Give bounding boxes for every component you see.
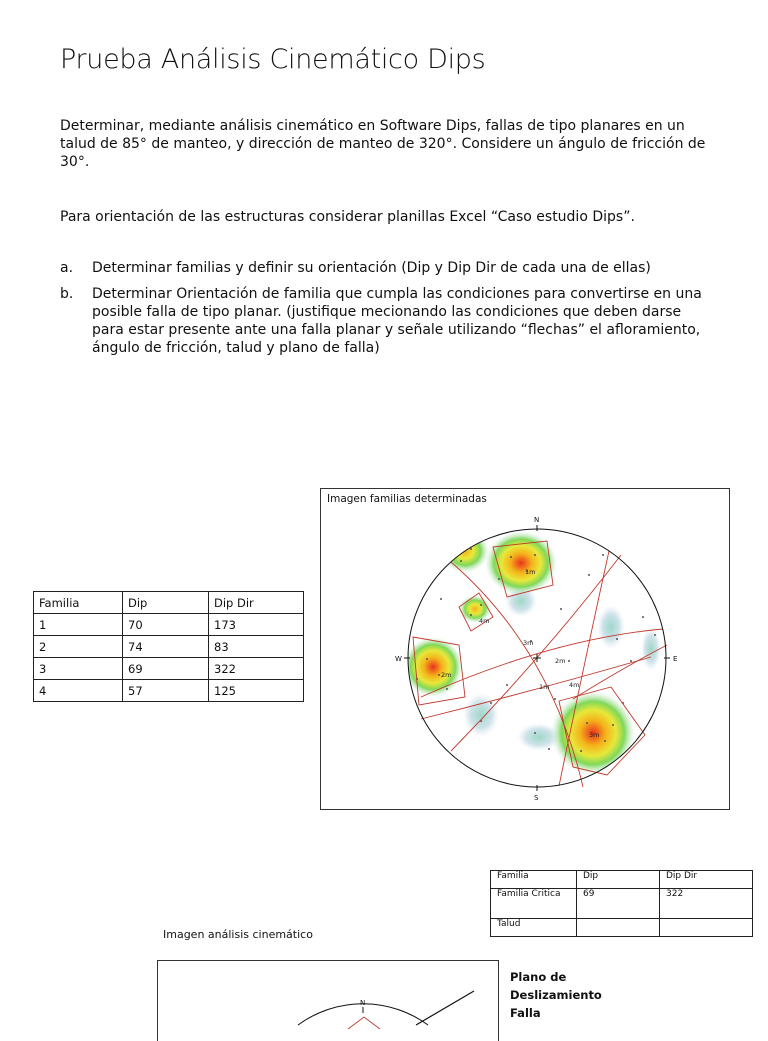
set-label: 4m [479, 617, 490, 625]
list-text: Determinar familias y definir su orientación (Dip y Dip Dir de cada una de ellas) [92, 260, 651, 276]
table-header-row [491, 871, 753, 889]
table-cell: Familia Critica [491, 889, 577, 919]
orientation-paragraph: Para orientación de las estructuras considerar planillas Excel “Caso estudio Dips”. [60, 209, 635, 225]
set-label: 1m [525, 568, 536, 576]
table-row [34, 658, 304, 680]
page-title: Prueba Análisis Cinemático Dips [60, 44, 486, 75]
intro-paragraph: Determinar, mediante análisis cinemático en Software Dips, fallas de tipo planares en un talud de 85° de manteo, y dirección de manteo de 320°. Considere un ángulo de fricción de 30°. [60, 118, 706, 170]
list-marker: b. [60, 286, 74, 302]
column-header: Familia [491, 871, 577, 889]
column-header: Familia [34, 592, 123, 614]
table-cell: Talud [491, 919, 577, 937]
table-cell: 1 [34, 614, 123, 636]
list-item [60, 285, 710, 357]
critical-family-table [490, 870, 753, 937]
table-cell: 57 [123, 680, 209, 702]
column-header: Dip [577, 871, 660, 889]
table-cell: 70 [123, 614, 209, 636]
list-text: Determinar Orientación de familia que cumpla las condiciones para convertirse en una posible falla de tipo planar. (justifique mecionando las condiciones que deben darse para estar presente ante una falla planar y señale utilizando “flechas” el afloramiento, ángulo de fricción, talud y plano de falla) [92, 286, 702, 356]
table-cell: 322 [660, 889, 753, 919]
stereonet-plot [321, 489, 729, 809]
table-row [34, 614, 304, 636]
window-label: 3m [523, 639, 534, 647]
table-cell: 173 [209, 614, 304, 636]
table-cell [577, 919, 660, 937]
compass-north: N [360, 999, 366, 1007]
table-row [491, 889, 753, 919]
list-marker: a. [60, 260, 74, 276]
families-table [33, 591, 304, 702]
kinematic-figure [157, 960, 499, 1041]
contour-shading [403, 529, 661, 775]
table-cell: 4 [34, 680, 123, 702]
table-row [34, 636, 304, 658]
compass-east: E [673, 655, 678, 663]
table-cell: 125 [209, 680, 304, 702]
stereonet-figure [320, 488, 730, 810]
column-header: Dip Dir [209, 592, 304, 614]
compass-west: W [395, 655, 402, 663]
table-cell: 322 [209, 658, 304, 680]
table-cell: 74 [123, 636, 209, 658]
window-label: 4m [569, 681, 580, 689]
compass-south: S [534, 794, 539, 802]
figure-caption: Imagen familias determinadas [327, 493, 487, 505]
list-item [60, 259, 710, 277]
table-row [491, 919, 753, 937]
window-label: 2m [555, 657, 566, 665]
compass-north: N [534, 516, 540, 524]
kinematic-plot [158, 961, 498, 1031]
table-cell: 3 [34, 658, 123, 680]
table-cell [660, 919, 753, 937]
window-label: 1m [539, 683, 550, 691]
table-cell: 83 [209, 636, 304, 658]
task-list [60, 259, 710, 367]
slip-plane-label: Plano de Deslizamiento Falla [510, 970, 602, 1020]
column-header: Dip Dir [660, 871, 753, 889]
table-cell: 2 [34, 636, 123, 658]
table-header-row [34, 592, 304, 614]
set-label: 2m [441, 671, 452, 679]
table-cell: 69 [123, 658, 209, 680]
kinematic-caption: Imagen análisis cinemático [163, 928, 313, 941]
table-row [34, 680, 304, 702]
column-header: Dip [123, 592, 209, 614]
set-label: 3m [589, 731, 600, 739]
table-cell: 69 [577, 889, 660, 919]
